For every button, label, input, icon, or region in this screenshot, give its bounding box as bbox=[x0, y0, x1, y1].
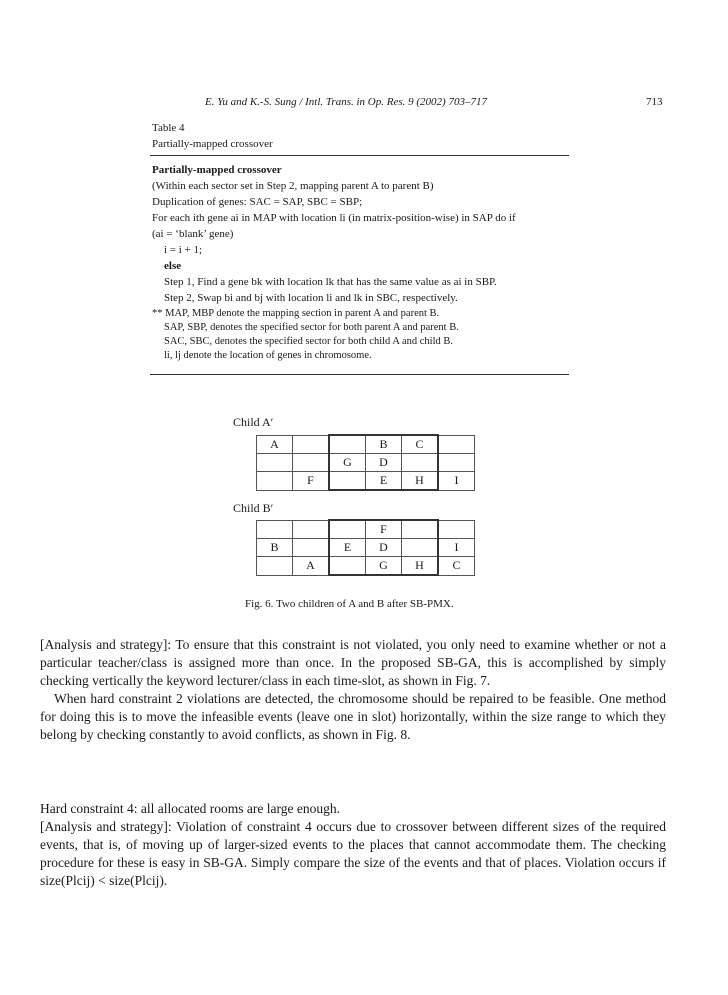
child-a-grid-cell: D bbox=[366, 454, 402, 472]
child-a-grid-row bbox=[257, 454, 475, 472]
child-a-grid bbox=[256, 434, 475, 491]
algorithm-else: else bbox=[164, 260, 182, 272]
child-b-grid-cell bbox=[257, 520, 293, 539]
table-top-rule bbox=[150, 155, 569, 156]
body-paragraph-constraint4 bbox=[40, 800, 666, 890]
child-b-grid-row bbox=[257, 539, 475, 557]
child-a-grid-cell: A bbox=[257, 435, 293, 454]
algorithm-subtitle: (Within each sector set in Step 2, mapping parent A to parent B) bbox=[152, 180, 434, 192]
child-b-grid-cell: A bbox=[293, 557, 330, 576]
note-mapping-section: ** MAP, MBP denote the mapping section in parent A and parent B. bbox=[152, 308, 440, 319]
algorithm-step1: Step 1, Find a gene bk with location lk that has the same value as ai in SBP. bbox=[164, 276, 497, 288]
child-b-grid-cell bbox=[329, 520, 366, 539]
child-b-grid-cell: H bbox=[402, 557, 439, 576]
child-b-grid-cell: G bbox=[366, 557, 402, 576]
table-caption: Partially-mapped crossover bbox=[152, 138, 273, 150]
note-parent-sector: SAP, SBP, denotes the specified sector for both parent A and parent B. bbox=[164, 322, 459, 333]
paragraph-2: When hard constraint 2 violations are detected, the chromosome should be repaired to be feasible. One method for doing this is to move the infeasible events (leave one in slot) horizontally, within the size range to which they belong by checking constantly to avoid conflicts, as shown in Fig. 8. bbox=[40, 691, 666, 742]
paragraph-4: [Analysis and strategy]: Violation of constraint 4 occurs due to crossover between different sizes of the required events, that is, of moving up of larger-sized events to the places that cannot accommodate them. The checking procedure for these is easy in SB-GA. Simply compare the size of the events and that of places. Violation occurs if size(Plcij) < size(Plcij). bbox=[40, 819, 666, 888]
table-label: Table 4 bbox=[152, 122, 185, 134]
algorithm-duplication: Duplication of genes: SAC = SAP, SBC = SBP; bbox=[152, 196, 363, 208]
note-location: li, lj denote the location of genes in chromosome. bbox=[164, 350, 372, 361]
table-notes bbox=[152, 307, 459, 363]
child-b-grid-cell: B bbox=[257, 539, 293, 557]
child-a-grid-cell bbox=[257, 472, 293, 491]
child-b-grid-cell bbox=[438, 520, 475, 539]
child-a-grid-cell bbox=[329, 435, 366, 454]
paragraph-1: [Analysis and strategy]: To ensure that this constraint is not violated, you only need to examine whether or not a particular teacher/class is assigned more than once. In the proposed SB-GA, this is accomplished by simply checking vertically the keyword lecturer/class in each time-slot, as shown in Fig. 7. bbox=[40, 637, 666, 688]
algorithm-for-loop: For each ith gene ai in MAP with location li (in matrix-position-wise) in SAP do if bbox=[152, 212, 516, 224]
child-a-grid-cell bbox=[257, 454, 293, 472]
algorithm-block bbox=[152, 162, 516, 306]
child-a-grid-row bbox=[257, 472, 475, 491]
note-child-sector: SAC, SBC, denotes the specified sector for both child A and child B. bbox=[164, 336, 454, 347]
child-a-grid-cell bbox=[438, 454, 475, 472]
child-a-label: Child A′ bbox=[233, 415, 274, 429]
child-b-grid-cell: D bbox=[366, 539, 402, 557]
child-a-grid-cell bbox=[438, 435, 475, 454]
child-a-grid-row bbox=[257, 435, 475, 454]
table-bottom-rule bbox=[150, 374, 569, 375]
child-a-grid-cell bbox=[293, 454, 330, 472]
child-b-grid-cell bbox=[402, 520, 439, 539]
figure-caption: Fig. 6. Two children of A and B after SB-PMX. bbox=[245, 598, 454, 610]
running-header: E. Yu and K.-S. Sung / Intl. Trans. in Op. Res. 9 (2002) 703–717 bbox=[205, 96, 487, 108]
child-b-grid bbox=[256, 519, 475, 576]
page-number: 713 bbox=[646, 96, 663, 108]
child-a-grid-cell: B bbox=[366, 435, 402, 454]
child-b-grid-cell bbox=[293, 520, 330, 539]
child-b-grid-cell: C bbox=[438, 557, 475, 576]
paragraph-3: Hard constraint 4: all allocated rooms are large enough. bbox=[40, 801, 341, 816]
algorithm-title: Partially-mapped crossover bbox=[152, 164, 282, 176]
child-b-grid-cell bbox=[329, 557, 366, 576]
child-a-grid-cell: H bbox=[402, 472, 439, 491]
child-a-grid-cell bbox=[293, 435, 330, 454]
child-b-grid-cell bbox=[293, 539, 330, 557]
child-b-grid-cell bbox=[257, 557, 293, 576]
child-a-grid-cell bbox=[329, 472, 366, 491]
child-a-grid-cell: C bbox=[402, 435, 439, 454]
child-a-grid-cell: F bbox=[293, 472, 330, 491]
child-b-grid-cell bbox=[402, 539, 439, 557]
algorithm-step2: Step 2, Swap bi and bj with location li and lk in SBC, respectively. bbox=[164, 292, 458, 304]
algorithm-condition: (ai = ‘blank’ gene) bbox=[152, 228, 234, 240]
child-a-grid-cell: I bbox=[438, 472, 475, 491]
child-b-grid-cell: I bbox=[438, 539, 475, 557]
child-a-grid-cell bbox=[402, 454, 439, 472]
algorithm-increment: i = i + 1; bbox=[164, 244, 203, 256]
child-a-grid-cell: E bbox=[366, 472, 402, 491]
body-paragraph-analysis bbox=[40, 636, 666, 744]
child-a-grid-cell: G bbox=[329, 454, 366, 472]
child-b-grid-row bbox=[257, 520, 475, 539]
child-b-label: Child B′ bbox=[233, 501, 274, 515]
child-b-grid-cell: F bbox=[366, 520, 402, 539]
child-b-grid-row bbox=[257, 557, 475, 576]
child-b-grid-cell: E bbox=[329, 539, 366, 557]
